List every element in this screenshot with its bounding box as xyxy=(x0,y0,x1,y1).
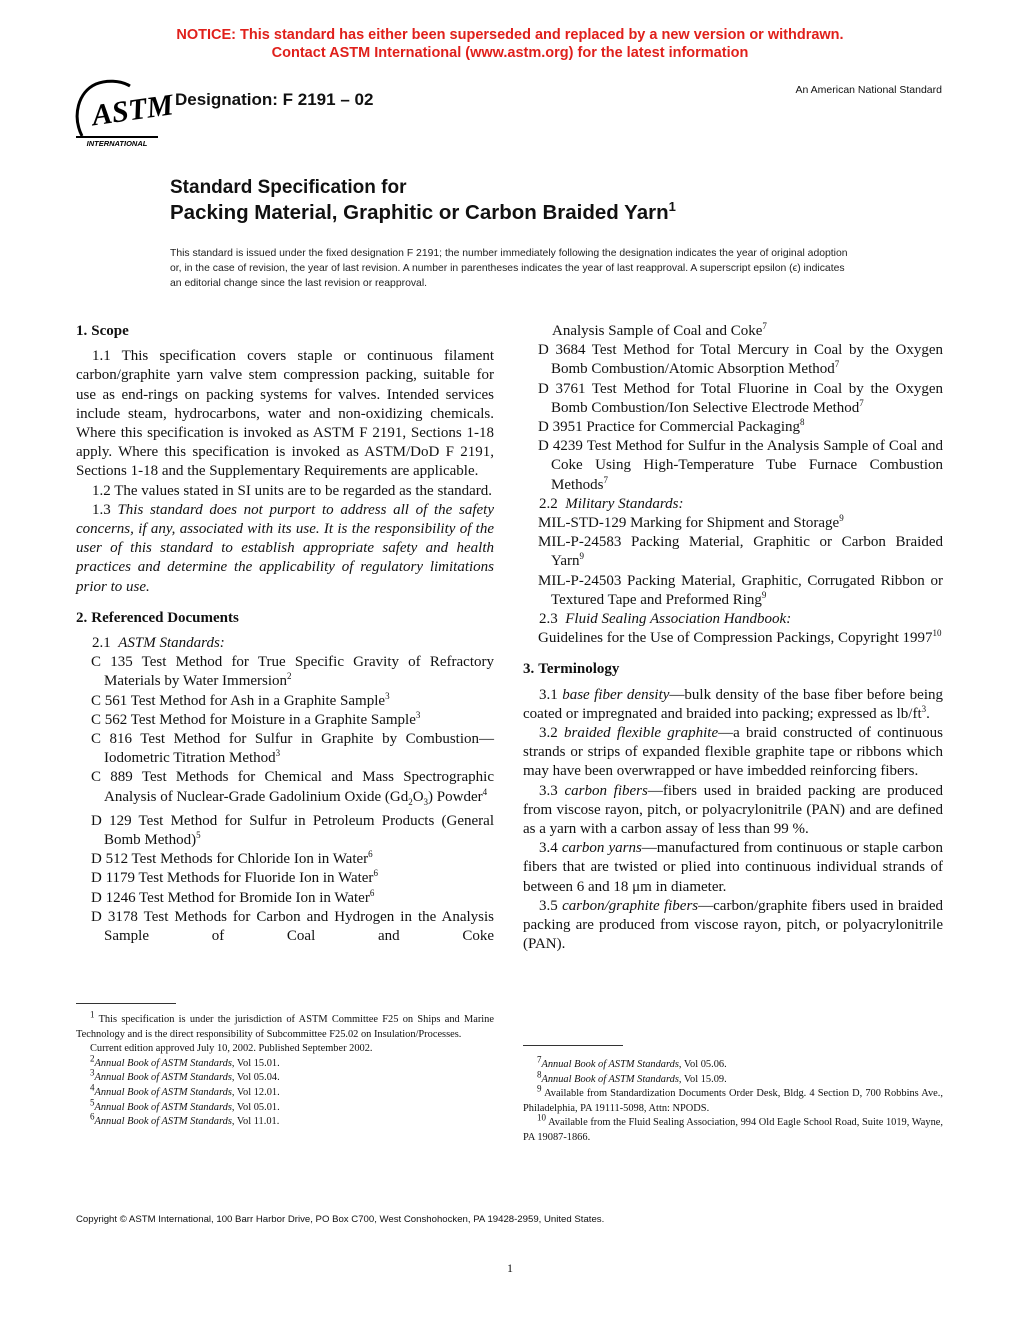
supersede-notice xyxy=(0,26,1020,62)
copyright-line: Copyright © ASTM International, 100 Barr Harbor Drive, PO Box C700, West Conshohocken, PA 19428-2959, United States. xyxy=(76,1214,605,1225)
footnotes-left xyxy=(76,1009,494,1130)
notice-line-1: NOTICE: This standard has either been superseded and replaced by a new version or withdrawn. xyxy=(176,27,844,43)
scope-1-2: 1.2 The values stated in SI units are to be regarded as the standard. xyxy=(92,482,493,499)
term-3-3: 3.3 carbon fibers—fibers used in braided packing are produced from viscose rayon, pitch, or polyacrylonitrile (PAN) and are defined as a yarn with a carbon assay of less than 99 %. xyxy=(523,782,943,838)
ref-c816: C 816 Test Method for Sulfur in Graphite by Combustion—Iodometric Titration Method$^3$ xyxy=(91,731,494,767)
ref-c889: C 889 Test Methods for Chemical and Mass Spectrographic Analysis of Nuclear-Grade Gadolinium Oxide $(Gd_2O_3)$ Powder$^4$ xyxy=(91,769,494,807)
ref-d1179: D 1179 Test Methods for Fluoride Ion in Water$^6$ xyxy=(91,868,378,887)
fsa-handbook-label: 2.3 Fluid Sealing Association Handbook: xyxy=(539,611,792,628)
standard-type: An American National Standard xyxy=(795,84,942,96)
ref-mil-std-129: MIL-STD-129 Marking for Shipment and Storage$^9$ xyxy=(538,513,844,532)
logo-wordmark: ASTM xyxy=(89,88,176,133)
refdocs-heading: 2. Referenced Documents xyxy=(76,609,239,626)
ref-mil-p-24503: MIL-P-24503 Packing Material, Graphitic, Corrugated Ribbon or Textured Tape and Preformed Ring$^9$ xyxy=(538,572,943,608)
ref-c135: C 135 Test Method for True Specific Gravity of Refractory Materials by Water Immersion$^2$ xyxy=(91,654,494,690)
footnote-2: $^2$Annual Book of ASTM Standards, Vol 15.01. xyxy=(90,1053,280,1069)
ref-d3178: D 3178 Test Methods for Carbon and Hydrogen in the Analysis Sample of Coal and Coke xyxy=(91,908,494,945)
term-3-1: 3.1 base fiber density—bulk density of the base fiber before being coated or impregnated and braided into packing; expressed as $lb/ft^3$. xyxy=(523,686,943,722)
ref-d129: D 129 Test Method for Sulfur in Petroleum Products (General Bomb Method)$^5$ xyxy=(91,812,494,849)
ref-fsa-guidelines: Guidelines for the Use of Compression Packings, Copyright 1997$^{10}$ xyxy=(538,628,942,647)
scope-heading: 1. Scope xyxy=(76,323,129,339)
footnote-8: $^8$Annual Book of ASTM Standards, Vol 15.09. xyxy=(537,1069,727,1085)
left-column xyxy=(76,322,495,945)
ref-d3178-cont: Analysis Sample of Coal and Coke$^7$ xyxy=(552,321,767,339)
logo-subtext: INTERNATIONAL xyxy=(86,139,148,148)
footnote-7: $^7$Annual Book of ASTM Standards, Vol 05.06. xyxy=(537,1054,727,1070)
astm-standards-label: 2.1 ASTM Standards: xyxy=(92,635,225,652)
ref-d4239: D 4239 Test Method for Sulfur in the Analysis Sample of Coal and Coke Using High-Temperature Tube Furnace Combustion Methods$^7$ xyxy=(538,438,943,493)
term-3-5: 3.5 carbon/graphite fibers—carbon/graphite fibers used in braided packing are produced from viscose rayon, pitch, or polyacrylonitrile (PAN). xyxy=(523,897,943,953)
ref-c562: C 562 Test Method for Moisture in a Graphite Sample$^3$ xyxy=(91,709,421,728)
military-standards-label: 2.2 Military Standards: xyxy=(539,495,684,512)
footnote-6: $^6$Annual Book of ASTM Standards, Vol 11.01. xyxy=(90,1111,280,1128)
terminology-heading: 3. Terminology xyxy=(523,661,620,678)
footnote-9: $^9$ Available from Standardization Documents Order Desk, Bldg. 4 Section D, 700 Robbins Ave., Philadelphia, PA 19111-5098, Attn: NPODS. xyxy=(523,1083,943,1114)
ref-d512: D 512 Test Methods for Chloride Ion in Water$^6$ xyxy=(91,849,373,868)
footnote-rule-right xyxy=(523,1045,623,1046)
title-footnote-mark: 1 xyxy=(668,199,676,215)
title-line-1: Standard Specification for xyxy=(170,177,407,198)
footnote-1: $^1$ This specification is under the jurisdiction of ASTM Committee F25 on Ships and Marine Technology and is the direct responsibility of Subcommittee F25.02 on Insulation/Processes. xyxy=(76,1009,494,1040)
ref-c561: C 561 Test Method for Ash in a Graphite Sample$^3$ xyxy=(91,690,390,709)
ref-d3761: D 3761 Test Method for Total Fluorine in Coal by the Oxygen Bomb Combustion/Ion Selective Electrode Method$^7$ xyxy=(538,380,943,416)
footnotes-right xyxy=(523,1054,943,1146)
scope-1-1: 1.1 This specification covers staple or continuous filament carbon/graphite yarn valve stem compression packing, suitable for use as end-rings on packing systems for valves. Intended services include steam, hydrocarbons, water and non-oxidizing chemicals. Where this specification is invoked as ASTM F 2191, Sections 1-18 apply. Where this specification is invoked as ASTM/DoD F 2191, Sections 1-18 and the Supplementary Requirements are applicable. xyxy=(76,348,494,480)
term-3-4: 3.4 carbon yarns—manufactured from continuous or staple carbon fibers that are twisted or plied into continuous individual strands of between 6 and 18 μm in diameter. xyxy=(523,840,944,895)
ref-d1246: D 1246 Test Method for Bromide Ion in Water$^6$ xyxy=(91,887,375,906)
footnote-10: $^{10}$ Available from the Fluid Sealing Association, 994 Old Eagle School Road, Suite 1019, Wayne, PA 19087-1866. xyxy=(523,1112,943,1143)
footnote-approval: Current edition approved July 10, 2002. Published September 2002. xyxy=(90,1043,373,1055)
intro-paragraph: This standard is issued under the fixed designation F 2191; the number immediately following the designation indicates the year of original adoption or, in the case of revision, the year of last revision. A number in parentheses indicates the year of last reapproval. A superscript epsilon (ϵ) indicates an editorial change since the last revision or reapproval. xyxy=(170,248,848,289)
document-title xyxy=(170,175,676,225)
ref-d3951: D 3951 Practice for Commercial Packaging$^8$ xyxy=(538,417,805,436)
notice-line-2: Contact ASTM International (www.astm.org) for the latest information xyxy=(271,45,749,61)
right-column xyxy=(523,322,943,955)
scope-1-3: 1.3 This standard does not purport to address all of the safety concerns, if any, associated with its use. It is the responsibility of the user of this standard to establish appropriate safety and health practices and determine the applicability of regulatory limitations prior to use. xyxy=(76,501,495,595)
footnote-3: $^3$Annual Book of ASTM Standards, Vol 05.04. xyxy=(90,1067,280,1084)
title-line-2: Packing Material, Graphitic or Carbon Braided Yarn$^1$ xyxy=(170,199,676,224)
ref-mil-p-24583: MIL-P-24583 Packing Material, Graphitic or Carbon Braided Yarn$^9$ xyxy=(538,534,943,570)
term-3-2: 3.2 braided flexible graphite—a braid constructed of continuous strands or strips of expanded flexible graphite tape or ribbons which may have been overwrapped or have imbedded reinforcing fibers. xyxy=(523,725,943,780)
footnote-4: $^4$Annual Book of ASTM Standards, Vol 12.01. xyxy=(90,1082,280,1098)
ref-d3684: D 3684 Test Method for Total Mercury in Coal by the Oxygen Bomb Combustion/Atomic Absorption Method$^7$ xyxy=(538,342,943,378)
designation: Designation: F 2191 – 02 xyxy=(175,90,374,109)
page-number: 1 xyxy=(507,1261,513,1275)
astm-logo xyxy=(72,78,176,148)
footnote-5: $^5$Annual Book of ASTM Standards, Vol 05.01. xyxy=(90,1097,280,1113)
footnote-rule-left xyxy=(76,1003,176,1004)
